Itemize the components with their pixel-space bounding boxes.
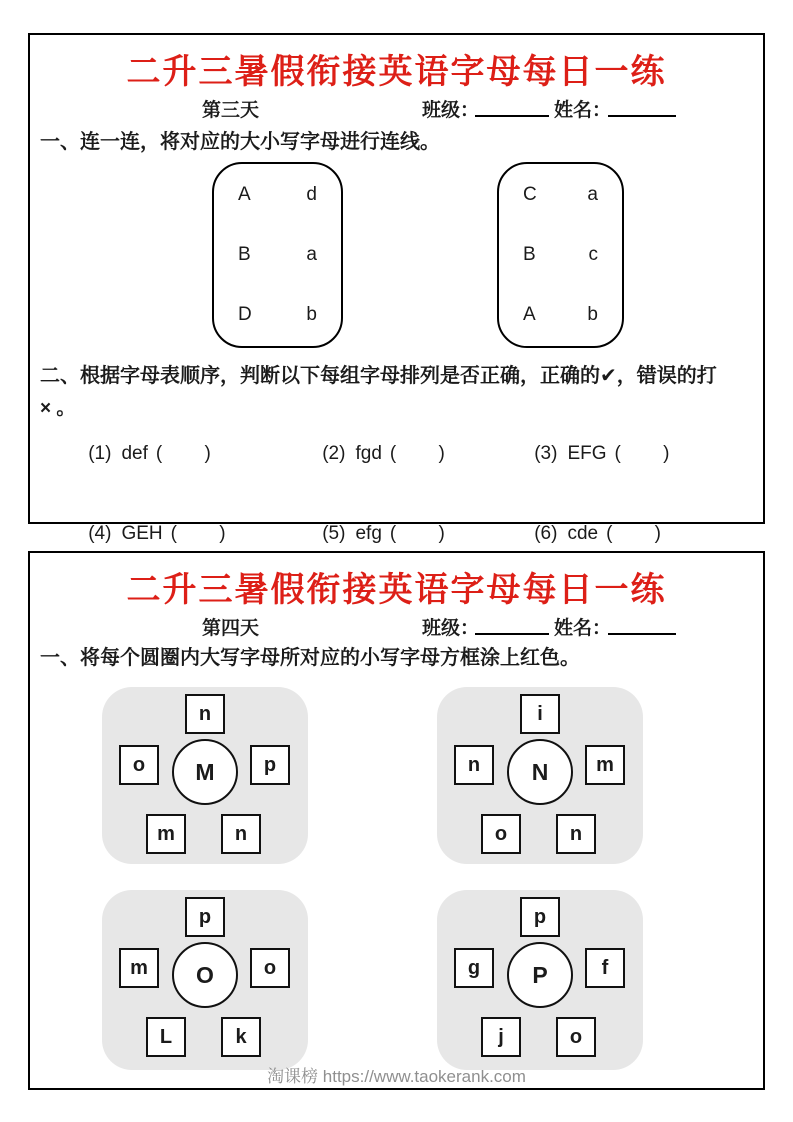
match-row — [238, 304, 317, 326]
name-label: 姓名： — [554, 100, 612, 121]
match-row — [523, 244, 598, 266]
uppercase-letter[interactable]: A — [238, 184, 251, 205]
answer-blank[interactable]: ( ) — [155, 443, 211, 464]
match-row — [523, 304, 598, 326]
class-label: 班级： — [422, 618, 480, 639]
uppercase-circle: P — [507, 942, 573, 1008]
page-title: 二升三暑假衔接英语字母每日一练 — [126, 54, 667, 91]
letter-box[interactable]: m — [119, 948, 159, 988]
section2-heading-line2: × 。 — [40, 398, 76, 419]
name-write-line[interactable] — [608, 95, 676, 117]
lowercase-letter[interactable]: a — [306, 244, 317, 265]
letter-box[interactable]: o — [119, 745, 159, 785]
letter-box[interactable]: k — [221, 1017, 261, 1057]
letter-box[interactable]: n — [454, 745, 494, 785]
panel-letter-O — [102, 890, 308, 1070]
item-number: (5) — [322, 523, 346, 544]
uppercase-circle: O — [172, 942, 238, 1008]
day-label: 第四天 — [202, 618, 260, 639]
answer-blank[interactable]: ( ) — [614, 443, 670, 464]
uppercase-letter[interactable]: B — [523, 244, 536, 265]
lowercase-letter[interactable]: b — [306, 304, 317, 325]
uppercase-letter[interactable]: A — [523, 304, 536, 325]
match-row — [238, 244, 317, 266]
section1-heading: 一、将每个圆圈内大写字母所对应的小写字母方框涂上红色。 — [40, 647, 580, 669]
judgement-item-1 — [46, 421, 280, 487]
item-letters: EFG — [567, 443, 607, 464]
letter-box[interactable]: j — [481, 1017, 521, 1057]
class-write-line[interactable] — [475, 95, 549, 117]
uppercase-letter[interactable]: B — [238, 244, 251, 265]
judgement-item-2 — [280, 421, 492, 487]
letter-box[interactable]: n — [185, 694, 225, 734]
item-number: (1) — [88, 443, 112, 464]
letter-box[interactable]: L — [146, 1017, 186, 1057]
answer-blank[interactable]: ( ) — [389, 523, 445, 544]
uppercase-circle: N — [507, 739, 573, 805]
item-number: (6) — [534, 523, 558, 544]
panel-letter-N — [437, 687, 643, 864]
item-letters: fgd — [355, 443, 382, 464]
judgement-items — [46, 421, 752, 567]
item-number: (3) — [534, 443, 558, 464]
item-number: (2) — [322, 443, 346, 464]
letter-box[interactable]: m — [585, 745, 625, 785]
panel-letter-P — [437, 890, 643, 1070]
site-watermark: 淘课榜 https://www.taokerank.com — [267, 1067, 526, 1086]
letter-box[interactable]: g — [454, 948, 494, 988]
judgement-item-3 — [492, 421, 752, 487]
answer-blank[interactable]: ( ) — [606, 523, 661, 544]
match-box-right — [497, 162, 624, 348]
day-label: 第三天 — [202, 100, 260, 121]
letter-box[interactable]: p — [185, 897, 225, 937]
worksheet-page-day3 — [28, 33, 765, 544]
lowercase-letter[interactable]: c — [588, 244, 598, 265]
letter-box[interactable]: p — [520, 897, 560, 937]
class-write-line[interactable] — [475, 613, 549, 635]
name-write-line[interactable] — [608, 613, 676, 635]
name-label: 姓名： — [554, 618, 612, 639]
answer-blank[interactable]: ( ) — [170, 523, 226, 544]
uppercase-letter[interactable]: D — [238, 304, 252, 325]
uppercase-circle: M — [172, 739, 238, 805]
answer-blank[interactable]: ( ) — [389, 443, 445, 464]
item-letters: GEH — [121, 523, 163, 544]
lowercase-letter[interactable]: a — [587, 184, 598, 205]
letter-box[interactable]: p — [250, 745, 290, 785]
letter-box[interactable]: f — [585, 948, 625, 988]
worksheet-page-day4 — [28, 551, 765, 1090]
page-title: 二升三暑假衔接英语字母每日一练 — [126, 572, 667, 609]
match-row — [523, 184, 598, 206]
item-number: (4) — [88, 523, 112, 544]
letter-box[interactable]: o — [481, 814, 521, 854]
section1-heading: 一、连一连，将对应的大小写字母进行连线。 — [40, 131, 440, 153]
item-letters: efg — [355, 523, 382, 544]
letter-box[interactable]: n — [221, 814, 261, 854]
match-row — [238, 184, 317, 206]
lowercase-letter[interactable]: b — [587, 304, 598, 325]
uppercase-letter[interactable]: C — [523, 184, 537, 205]
letter-box[interactable]: o — [556, 1017, 596, 1057]
match-box-left — [212, 162, 343, 348]
letter-box[interactable]: i — [520, 694, 560, 734]
panel-letter-M — [102, 687, 308, 864]
letter-box[interactable]: n — [556, 814, 596, 854]
item-letters: cde — [567, 523, 599, 544]
class-label: 班级： — [422, 100, 480, 121]
letter-box[interactable]: m — [146, 814, 186, 854]
lowercase-letter[interactable]: d — [306, 184, 317, 205]
section2-heading-line1: 二、根据字母表顺序，判断以下每组字母排列是否正确，正确的✔，错误的打 — [40, 365, 717, 387]
item-letters: def — [121, 443, 148, 464]
letter-box[interactable]: o — [250, 948, 290, 988]
